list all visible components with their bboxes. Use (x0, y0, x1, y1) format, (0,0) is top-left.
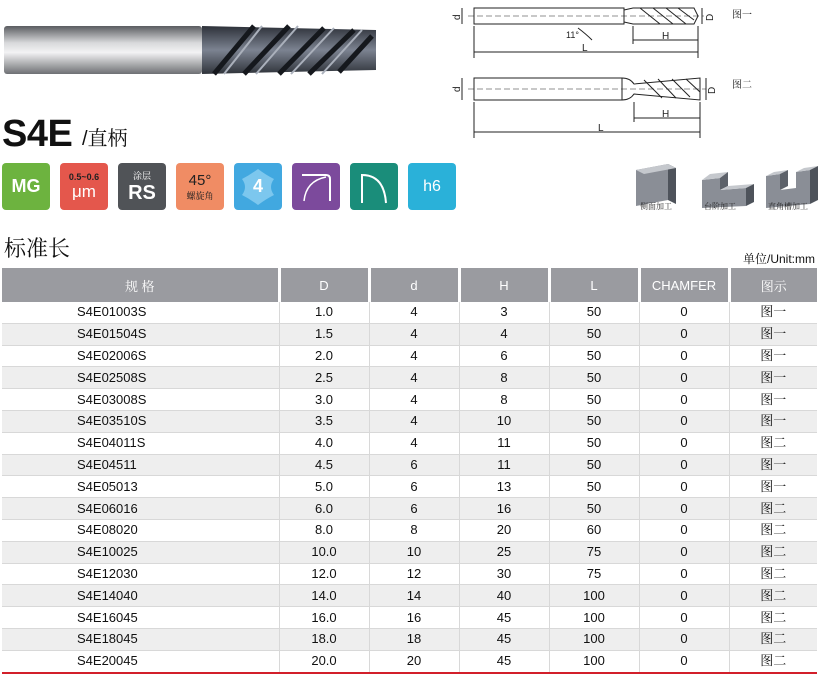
H-cell: 25 (459, 541, 549, 563)
H-cell: 40 (459, 585, 549, 607)
L-cell: 50 (549, 454, 639, 476)
D-cell: 2.0 (279, 345, 369, 367)
L-cell: 50 (549, 476, 639, 498)
H-cell: 45 (459, 628, 549, 650)
table-row (2, 410, 817, 432)
H-cell: 13 (459, 476, 549, 498)
helix-angle-value: 45° (188, 171, 212, 189)
col-header-spec: 规 格 (2, 268, 279, 302)
spec-cell: S4E02508S (2, 367, 279, 389)
spec-cell: S4E04011S (2, 432, 279, 454)
D-cell: 14.0 (279, 585, 369, 607)
table-row (2, 389, 817, 411)
figure-1-label: 图一 (732, 10, 752, 21)
D-cell: 10.0 (279, 541, 369, 563)
H-cell: 10 (459, 410, 549, 432)
H-cell: 30 (459, 563, 549, 585)
d-cell: 10 (369, 541, 459, 563)
table-row (2, 498, 817, 520)
d-cell: 16 (369, 607, 459, 629)
D-cell: 8.0 (279, 519, 369, 541)
H-cell: 11 (459, 454, 549, 476)
table-row (2, 563, 817, 585)
spec-cell: S4E08020 (2, 519, 279, 541)
profile-badge (350, 163, 398, 210)
chamfer-cell: 0 (639, 345, 729, 367)
d-cell: 14 (369, 585, 459, 607)
chamfer-cell: 0 (639, 498, 729, 520)
chamfer-cell: 0 (639, 410, 729, 432)
chamfer-cell: 0 (639, 432, 729, 454)
D-cell: 4.5 (279, 454, 369, 476)
product-code: S4E (2, 113, 73, 155)
table-row (2, 519, 817, 541)
table-row (2, 432, 817, 454)
section-title: 标准长 (4, 236, 71, 261)
spec-cell: S4E06016 (2, 498, 279, 520)
dim-d-label: d (452, 14, 463, 20)
technical-drawing-1 (448, 0, 768, 58)
d-cell: 4 (369, 389, 459, 411)
figure-cell: 图二 (729, 432, 817, 454)
flute-count: 4 (252, 176, 263, 196)
table-row (2, 367, 817, 389)
table-header-row (2, 268, 817, 302)
unit-label: 单位/Unit:mm (742, 252, 815, 266)
table-row (2, 585, 817, 607)
corner-radius-icon (296, 167, 336, 207)
L-cell: 100 (549, 628, 639, 650)
table-row (2, 323, 817, 345)
d-cell: 4 (369, 323, 459, 345)
spec-cell: S4E14040 (2, 585, 279, 607)
D-cell: 2.5 (279, 367, 369, 389)
figure-cell: 图一 (729, 476, 817, 498)
chamfer-cell: 0 (639, 389, 729, 411)
table-row (2, 302, 817, 323)
chamfer-cell: 0 (639, 585, 729, 607)
spec-cell: S4E05013 (2, 476, 279, 498)
d-cell: 8 (369, 519, 459, 541)
L-cell: 100 (549, 650, 639, 672)
col-header-figure: 图示 (729, 268, 817, 302)
chamfer-cell: 0 (639, 650, 729, 672)
figure-cell: 图二 (729, 519, 817, 541)
dim-D-label-2: D (707, 86, 718, 94)
d-cell: 6 (369, 476, 459, 498)
L-cell: 50 (549, 323, 639, 345)
coating-value: RS (128, 181, 156, 204)
H-cell: 8 (459, 389, 549, 411)
figure-cell: 图二 (729, 498, 817, 520)
d-cell: 6 (369, 498, 459, 520)
d-cell: 4 (369, 432, 459, 454)
coating-badge (118, 163, 166, 210)
step-milling-label: 台阶加工 (704, 202, 736, 211)
D-cell: 4.0 (279, 432, 369, 454)
figure-cell: 图一 (729, 345, 817, 367)
shank-type: /直柄 (82, 128, 128, 150)
figure-cell: 图一 (729, 410, 817, 432)
chamfer-cell: 0 (639, 628, 729, 650)
spec-cell: S4E04511 (2, 454, 279, 476)
d-cell: 4 (369, 345, 459, 367)
d-cell: 4 (369, 367, 459, 389)
figure-cell: 图一 (729, 367, 817, 389)
H-cell: 8 (459, 367, 549, 389)
table-row (2, 650, 817, 672)
table-body (2, 302, 817, 672)
figure-cell: 图二 (729, 563, 817, 585)
H-cell: 3 (459, 302, 549, 323)
figure-cell: 图一 (729, 302, 817, 323)
col-header-chamfer: CHAMFER (639, 268, 729, 302)
L-cell: 50 (549, 498, 639, 520)
H-cell: 20 (459, 519, 549, 541)
D-cell: 3.0 (279, 389, 369, 411)
tolerance-value: h6 (423, 177, 441, 195)
D-cell: 1.5 (279, 323, 369, 345)
D-cell: 6.0 (279, 498, 369, 520)
dim-L-label-2: L (598, 123, 604, 134)
d-cell: 6 (369, 454, 459, 476)
col-header-D: D (279, 268, 369, 302)
d-cell: 4 (369, 302, 459, 323)
D-cell: 20.0 (279, 650, 369, 672)
figure-cell: 图二 (729, 607, 817, 629)
figure-cell: 图一 (729, 454, 817, 476)
H-cell: 11 (459, 432, 549, 454)
table-row (2, 541, 817, 563)
L-cell: 75 (549, 563, 639, 585)
H-cell: 45 (459, 650, 549, 672)
figure-cell: 图二 (729, 585, 817, 607)
spec-cell: S4E03008S (2, 389, 279, 411)
table-row (2, 628, 817, 650)
D-cell: 16.0 (279, 607, 369, 629)
helix-angle-badge (176, 163, 224, 210)
dim-d-label-2: d (452, 86, 463, 92)
dim-angle-label: 11° (566, 30, 579, 40)
spec-cell: S4E16045 (2, 607, 279, 629)
corner-radius-badge (292, 163, 340, 210)
H-cell: 6 (459, 345, 549, 367)
spec-cell: S4E18045 (2, 628, 279, 650)
L-cell: 50 (549, 302, 639, 323)
L-cell: 60 (549, 519, 639, 541)
figure-cell: 图一 (729, 389, 817, 411)
d-cell: 20 (369, 650, 459, 672)
spec-cell: S4E10025 (2, 541, 279, 563)
table-row (2, 454, 817, 476)
col-header-H: H (459, 268, 549, 302)
L-cell: 50 (549, 345, 639, 367)
L-cell: 100 (549, 585, 639, 607)
bottom-accent-line (2, 672, 817, 674)
spec-cell: S4E01504S (2, 323, 279, 345)
chamfer-cell: 0 (639, 541, 729, 563)
coating-thickness-unit: μm (72, 181, 96, 201)
L-cell: 100 (549, 607, 639, 629)
D-cell: 12.0 (279, 563, 369, 585)
dim-L-label: L (582, 43, 588, 54)
coating-label: 涂层 (132, 170, 151, 181)
coating-thickness-badge (60, 163, 108, 210)
spec-cell: S4E20045 (2, 650, 279, 672)
table-row (2, 345, 817, 367)
slot-milling-label: 直角槽加工 (768, 202, 808, 211)
dim-H-label-2: H (662, 109, 670, 120)
H-cell: 16 (459, 498, 549, 520)
figure-cell: 图一 (729, 323, 817, 345)
flute-count-badge (234, 163, 282, 210)
chamfer-cell: 0 (639, 519, 729, 541)
chamfer-cell: 0 (639, 563, 729, 585)
dim-H-label: H (662, 31, 670, 42)
spec-cell: S4E12030 (2, 563, 279, 585)
L-cell: 50 (549, 432, 639, 454)
figure-2-label: 图二 (732, 80, 752, 91)
chamfer-cell: 0 (639, 302, 729, 323)
mg-badge-text: MG (11, 176, 41, 196)
d-cell: 12 (369, 563, 459, 585)
spec-cell: S4E03510S (2, 410, 279, 432)
chamfer-cell: 0 (639, 454, 729, 476)
tolerance-badge (408, 163, 456, 210)
figure-cell: 图二 (729, 650, 817, 672)
D-cell: 18.0 (279, 628, 369, 650)
col-header-d: d (369, 268, 459, 302)
table-row (2, 476, 817, 498)
table-row (2, 607, 817, 629)
col-header-L: L (549, 268, 639, 302)
technical-drawing-2 (448, 70, 768, 138)
helix-angle-label: 螺旋角 (186, 190, 214, 201)
side-milling-label: 侧面加工 (640, 202, 672, 211)
end-mill-photo (4, 22, 376, 78)
spec-cell: S4E02006S (2, 345, 279, 367)
L-cell: 50 (549, 410, 639, 432)
d-cell: 18 (369, 628, 459, 650)
H-cell: 45 (459, 607, 549, 629)
L-cell: 50 (549, 367, 639, 389)
dim-D-label: D (705, 13, 716, 21)
D-cell: 3.5 (279, 410, 369, 432)
d-cell: 4 (369, 410, 459, 432)
figure-cell: 图二 (729, 628, 817, 650)
spec-cell: S4E01003S (2, 302, 279, 323)
spec-table (2, 268, 817, 673)
chamfer-cell: 0 (639, 607, 729, 629)
L-cell: 75 (549, 541, 639, 563)
figure-cell: 图二 (729, 541, 817, 563)
chamfer-cell: 0 (639, 323, 729, 345)
coating-thickness-value: 0.5~0.6 (68, 171, 100, 182)
L-cell: 50 (549, 389, 639, 411)
ball-profile-icon (354, 167, 394, 207)
D-cell: 1.0 (279, 302, 369, 323)
D-cell: 5.0 (279, 476, 369, 498)
H-cell: 4 (459, 323, 549, 345)
chamfer-cell: 0 (639, 476, 729, 498)
mg-badge (2, 163, 50, 210)
chamfer-cell: 0 (639, 367, 729, 389)
